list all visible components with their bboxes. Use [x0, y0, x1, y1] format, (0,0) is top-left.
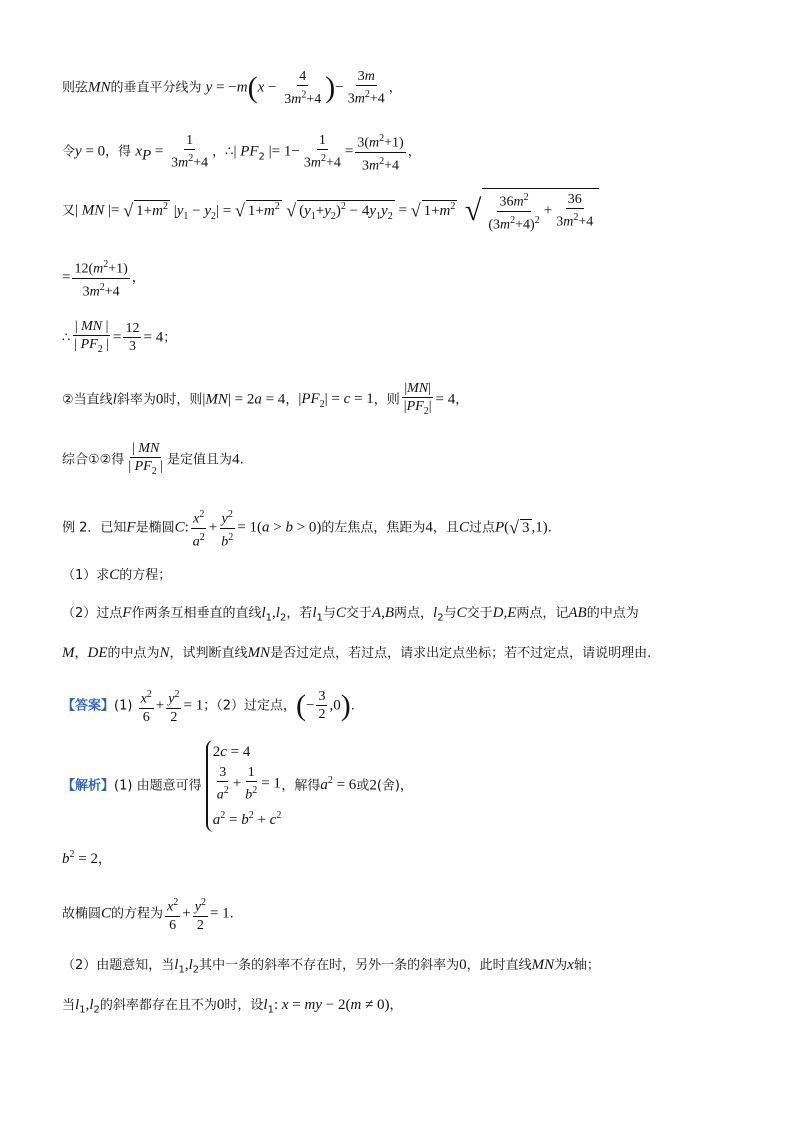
answer-tag: 【答案】: [62, 698, 115, 714]
question-1: （1）求C的方程；: [62, 567, 172, 583]
part-2-line-1: （2）由题意知，当$l_1,l_2$其中一条的斜率不存在时，另外一条的斜率为0，此时直线MN为x轴；: [62, 957, 600, 976]
b-squared-line: $b^2 = 2$，: [62, 849, 111, 867]
ellipse-equation-line: 故椭圆C的方程为 $\frac{x^2}{6}$ + $\frac{y^2}{2}$ = 1.: [62, 894, 234, 934]
line-mn-result: = $\frac{12(m^2+1)}{3m^2+4}$ ，: [62, 256, 145, 300]
question-2-line-1: （2）过点F作两条互相垂直的直线$l_1,l_2$，若$l_1$与C交于A,B两点，$l_2$与C交于D,E两点，记AB的中点为: [62, 605, 639, 624]
line-let-y-zero: 令y = 0，得 $x_P$ = $\frac{1}{3m^2+4}$ ，∴| $PF_2$ |= 1− $\frac{1}{3m^2+4}$ = $\frac{3(m^2+1)}{3m^2+4}$ ，: [62, 130, 421, 174]
line-ratio: ∴ $\frac{| MN |}{| PF_2 |}$ = $\frac{12}{3}$ = 4；: [62, 319, 177, 355]
example-2-statement: 例 2．已知F是椭圆C: $\frac{x^2}{a^2}$ + $\frac{y^2}{b^2}$ = 1(a > b > 0)的左焦点，焦距为4，且C过点P(√ 3 ,1).: [62, 506, 552, 550]
line-conclusion: 综合①②得 $\frac{| MN}{| PF_2 |}$ 是定值且为4.: [62, 441, 244, 477]
line-mn-length: 又| MN |= √ $1+m^2$ $|y_1 - y_2|$ = √ $1+m^2$ √ $(y_1+y_2)^2 - 4y_1y_2$ = √ $1+m^2$ √ $\frac{36m^2}{(3m^2+4)^2}$ + $\frac{36}{3m^2+4}$: [62, 188, 599, 233]
question-2-line-2: M，DE的中点为N，试判断直线MN是否过定点，若过点，请求出定点坐标；若不过定点，请说明理由.: [62, 645, 652, 661]
answer-line: 【答案】(1) $\frac{x^2}{6}$ + $\frac{y^2}{2}$ = 1；（2）过定点，(− $\frac{3}{2}$ ,0).: [62, 686, 355, 726]
solution-line: 【解析】(1) 由题意可得 2c = 4 $\frac{3}{a^2}$ + $\frac{1}{b^2}$ = 1 $a^2 = b^2 + c^2$ ，解得$a^2 = 6$或2(舍)，: [62, 740, 413, 832]
line-case-two: ②当直线l斜率为0时，则|MN| = 2a = 4，$|PF_2| = c = 1$，则 $\frac{|MN|}{|PF_2|}$ = 4，: [62, 381, 469, 417]
solution-tag: 【解析】: [62, 778, 115, 794]
line-perp-bisector: 则弦MN的垂直平分线为 y = −m(x − $\frac{4}{3m^2+4}$ )− $\frac{3m}{3m^2+4}$ ，: [62, 69, 402, 107]
formula: y: [205, 79, 213, 96]
part-2-line-2: 当$l_1,l_2$的斜率都存在且不为0时，设$l_1$: x = my − 2(m ≠ 0)，: [62, 997, 403, 1016]
